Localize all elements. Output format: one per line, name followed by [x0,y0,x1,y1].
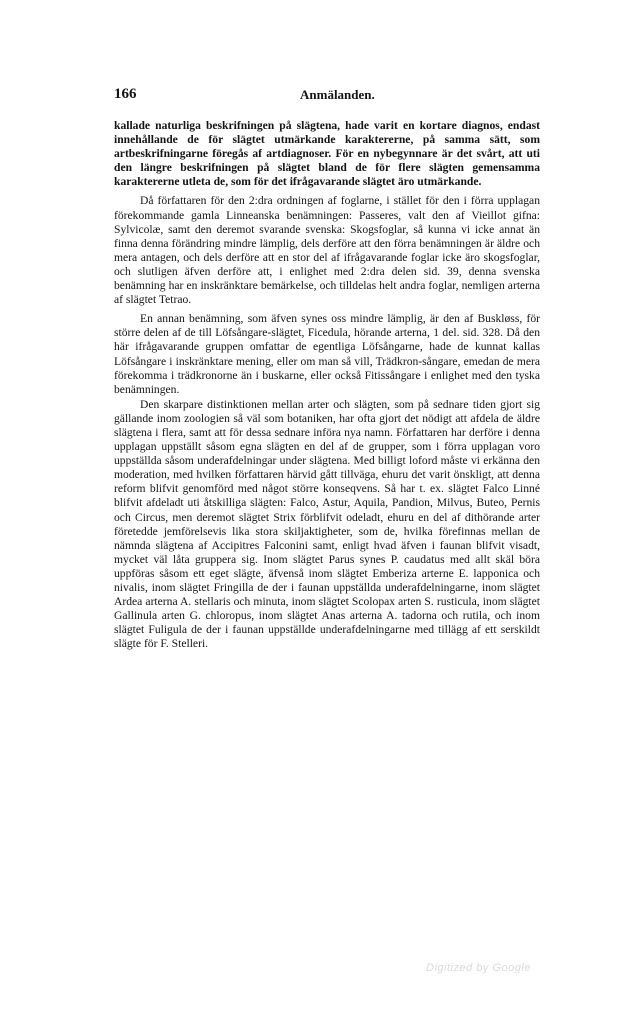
page-header [114,86,540,106]
running-head: Anmälanden. [300,87,375,102]
book-page [114,0,540,1021]
body-text [114,119,540,652]
paragraph-busklöss: En annan benämning, som äfven synes oss mindre lämplig, är den af Buskløss, för större delen af de till Löfsångare-slägtet, Ficedula, hörande arterna, 1 del. sid. 328. Då den här ifrågavarande gruppen omfattar de egentliga Löfsångarne, hade de kunnat kallas Löfsångare i inskränktare mening, eller om man så vill, Trädkron-sångare, emedan de mera förekomma i trädkronorne än i buskarne, eller också Fitissångare i enlighet med den tyska benämningen. [114,312,540,396]
paragraph-passeres: Då författaren för den 2:dra ordningen af foglarne, i stället för den i förra upplagan förekommande gamla Linneanska benämningen: Passeres, valt den af Vieillot gifna: Sylvicolæ, samt den deremot svarande svenska: Skogsfoglar, så kunna vi icke annat än finna denna förändring mindre lämplig, dels derföre att den förra benämningen är äldre och mera antagen, och dels derföre att en stor del af ifrågavarande foglar icke äro skogsfoglar, och slutligen äfven derföre att, i enlighet med 2:dra delen sid. 39, denna svenska benämning har en inskränktare bemärkelse, och tilldelas helt andra foglar, nemligen arterna af slägtet Tetrao. [114,194,540,307]
watermark: Digitized by Google [426,962,531,974]
paragraph-continuation: kallade naturliga beskrifningen på slägtena, hade varit en kortare diagnos, endast innehållande de för slägtet utmärkande karaktererne, på samma sätt, som artbeskrifningarne föregås af artdiagnoser. För en nybegynnare är det svårt, att uti den längre beskrifningen på slägtet bland de för flere slägten gemensamma karaktererne utleta de, som för det ifrågavarande slägtet äro utmärkande. [114,119,540,189]
paragraph-distinction: Den skarpare distinktionen mellan arter och slägten, som på sednare tiden gjort sig gällande inom zoologien så väl som botaniken, har ofta gjort det nödigt att afdela de äldre slägtena i flera, samt att för dessa sednare införa nya namn. Författaren har derföre i denna upplagan uppställt såsom egna slägten en del af de grupper, som i förra upplagan voro uppställda såsom underafdelningar under slägtena. Med billigt loford måste vi erkänna den moderation, med hvilken författaren härvid gått tillväga, ehuru det varit önskligt, att denna reform blifvit genomförd med något större konseqvens. Så har t. ex. slägtet Falco Linné blifvit afdeladt uti åtskilliga slägten: Falco, Astur, Aquila, Pandion, Milvus, Buteo, Pernis och Circus, men deremot slägtet Strix förblifvit odeladt, ehuru en del af dithörande arter företedde jemförelsevis lika stora skiljaktigheter, som de, hvilka förefinnas mellan de nämnda slägtena af Accipitres Falconini samt, enligt hvad äfven i faunan blifvit visadt, mycket väl låta gruppera sig. Inom slägtet Parus synes P. caudatus med allt skäl böra uppföras såsom ett eget slägte, äfvenså inom slägtet Emberiza arterne E. lapponica och nivalis, inom slägtet Fringilla de der i faunan uppställda underafdelningarne, inom slägtet Ardea arterna A. stellaris och minuta, inom slägtet Scolopax arten S. rusticula, inom slägtet Gallinula arten G. chloropus, inom slägtet Anas arterna A. tadorna och rutila, och inom slägtet Fuligula de der i faunan uppställde underafdelningarne med tillägg af ett serskildt slägte för F. Stelleri. [114,397,540,651]
page-number: 166 [114,86,137,102]
